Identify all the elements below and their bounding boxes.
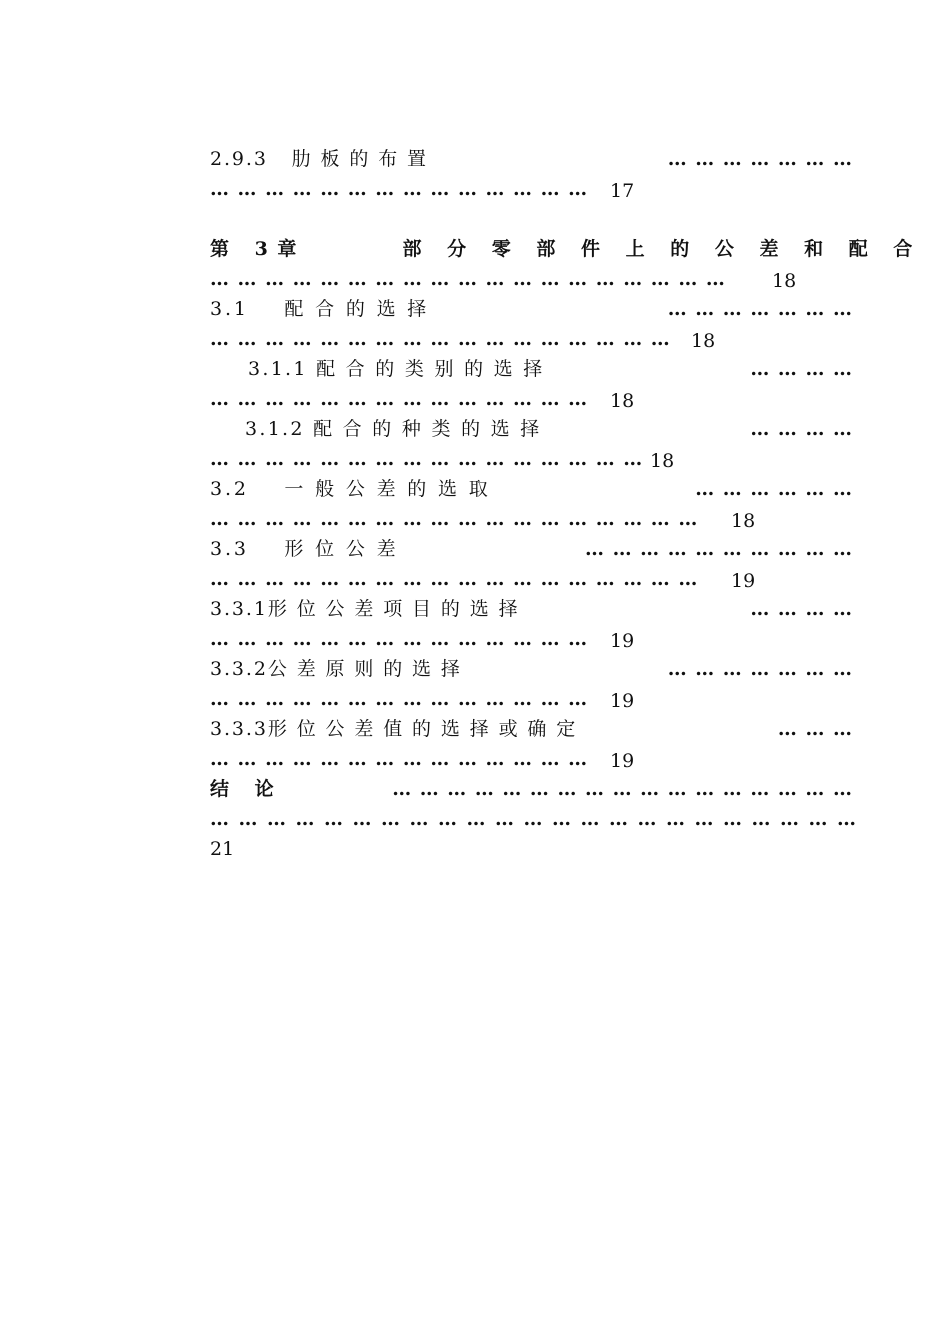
toc-entry-title: 3.2 一 般 公 差 的 选 取 [210, 478, 491, 500]
toc-entry[interactable] [210, 474, 861, 534]
toc-entry-title: 3.1 配 合 的 选 择 [210, 298, 430, 320]
toc-entry[interactable] [210, 534, 861, 594]
toc-leader: ………… [750, 418, 861, 440]
toc-page-number: 18 [650, 450, 675, 472]
toc-leader: …………………………………………… [210, 328, 679, 350]
toc-page-number: 19 [610, 690, 635, 712]
toc-leader: ………………… [667, 148, 861, 170]
toc-leader: …………………………………… [210, 388, 596, 410]
toc-entry-title: 结 论 [210, 778, 284, 800]
toc-page-number: 19 [610, 630, 635, 652]
toc-entry-title: 第 3章 部 分 零 部 件 上 的 公 差 和 配 合 [210, 238, 922, 260]
toc-entry[interactable] [210, 714, 861, 774]
toc-entry-title: 3.3.2公 差 原 则 的 选 择 [210, 658, 462, 680]
toc-entry[interactable] [210, 294, 861, 354]
toc-leader: ……………………………………………… [210, 568, 706, 590]
toc-entry-title: 3.1.1 配 合 的 类 别 的 选 择 [248, 358, 545, 380]
toc-leader: ………………… [667, 298, 861, 320]
toc-leader: …………………………………… [210, 628, 596, 650]
toc-leader: …………………………………… [210, 688, 596, 710]
toc-entry-title: 2.9.3 肋 板 的 布 置 [210, 148, 428, 170]
toc-entry-title: 3.3.1形 位 公 差 项 目 的 选 择 [210, 598, 520, 620]
toc-entry[interactable] [210, 774, 866, 864]
toc-leader: ……………… [695, 478, 861, 500]
toc-leader: …………………………………… [210, 178, 596, 200]
toc-entry[interactable] [210, 234, 922, 294]
toc-page-number: 21 [210, 838, 235, 860]
toc-leader: ……………………………………………… [210, 508, 706, 530]
toc-entry[interactable] [210, 594, 861, 654]
toc-entry-title: 3.3 形 位 公 差 [210, 538, 399, 560]
toc-entry-title: 3.1.2 配 合 的 种 类 的 选 择 [245, 418, 542, 440]
toc-leader: ………… [750, 598, 861, 620]
toc-leader: ……… [777, 718, 861, 740]
table-of-contents [210, 144, 922, 864]
toc-leader: …………………………………………… [392, 778, 861, 800]
toc-entry[interactable] [210, 144, 861, 204]
toc-leader: ………………………………………………… [210, 268, 734, 290]
toc-page-number: 18 [610, 390, 635, 412]
toc-leader: ………………………… [585, 538, 861, 560]
toc-leader: ………… [750, 358, 861, 380]
toc-entry[interactable] [210, 354, 861, 414]
toc-page-number: 17 [610, 180, 635, 202]
toc-page-number: 19 [731, 570, 756, 592]
toc-page-number: 18 [772, 270, 797, 292]
toc-leader: …………………………………………………………… [210, 808, 866, 830]
toc-entry[interactable] [210, 654, 861, 714]
toc-page-number: 18 [691, 330, 716, 352]
toc-leader: …………………………………… [210, 748, 596, 770]
toc-entry[interactable] [210, 414, 861, 474]
toc-entry-title: 3.3.3形 位 公 差 值 的 选 择 或 确 定 [210, 718, 578, 740]
toc-leader: ………………………………………… [210, 448, 651, 470]
toc-leader: ………………… [667, 658, 861, 680]
toc-page-number: 18 [731, 510, 756, 532]
toc-page-number: 19 [610, 750, 635, 772]
